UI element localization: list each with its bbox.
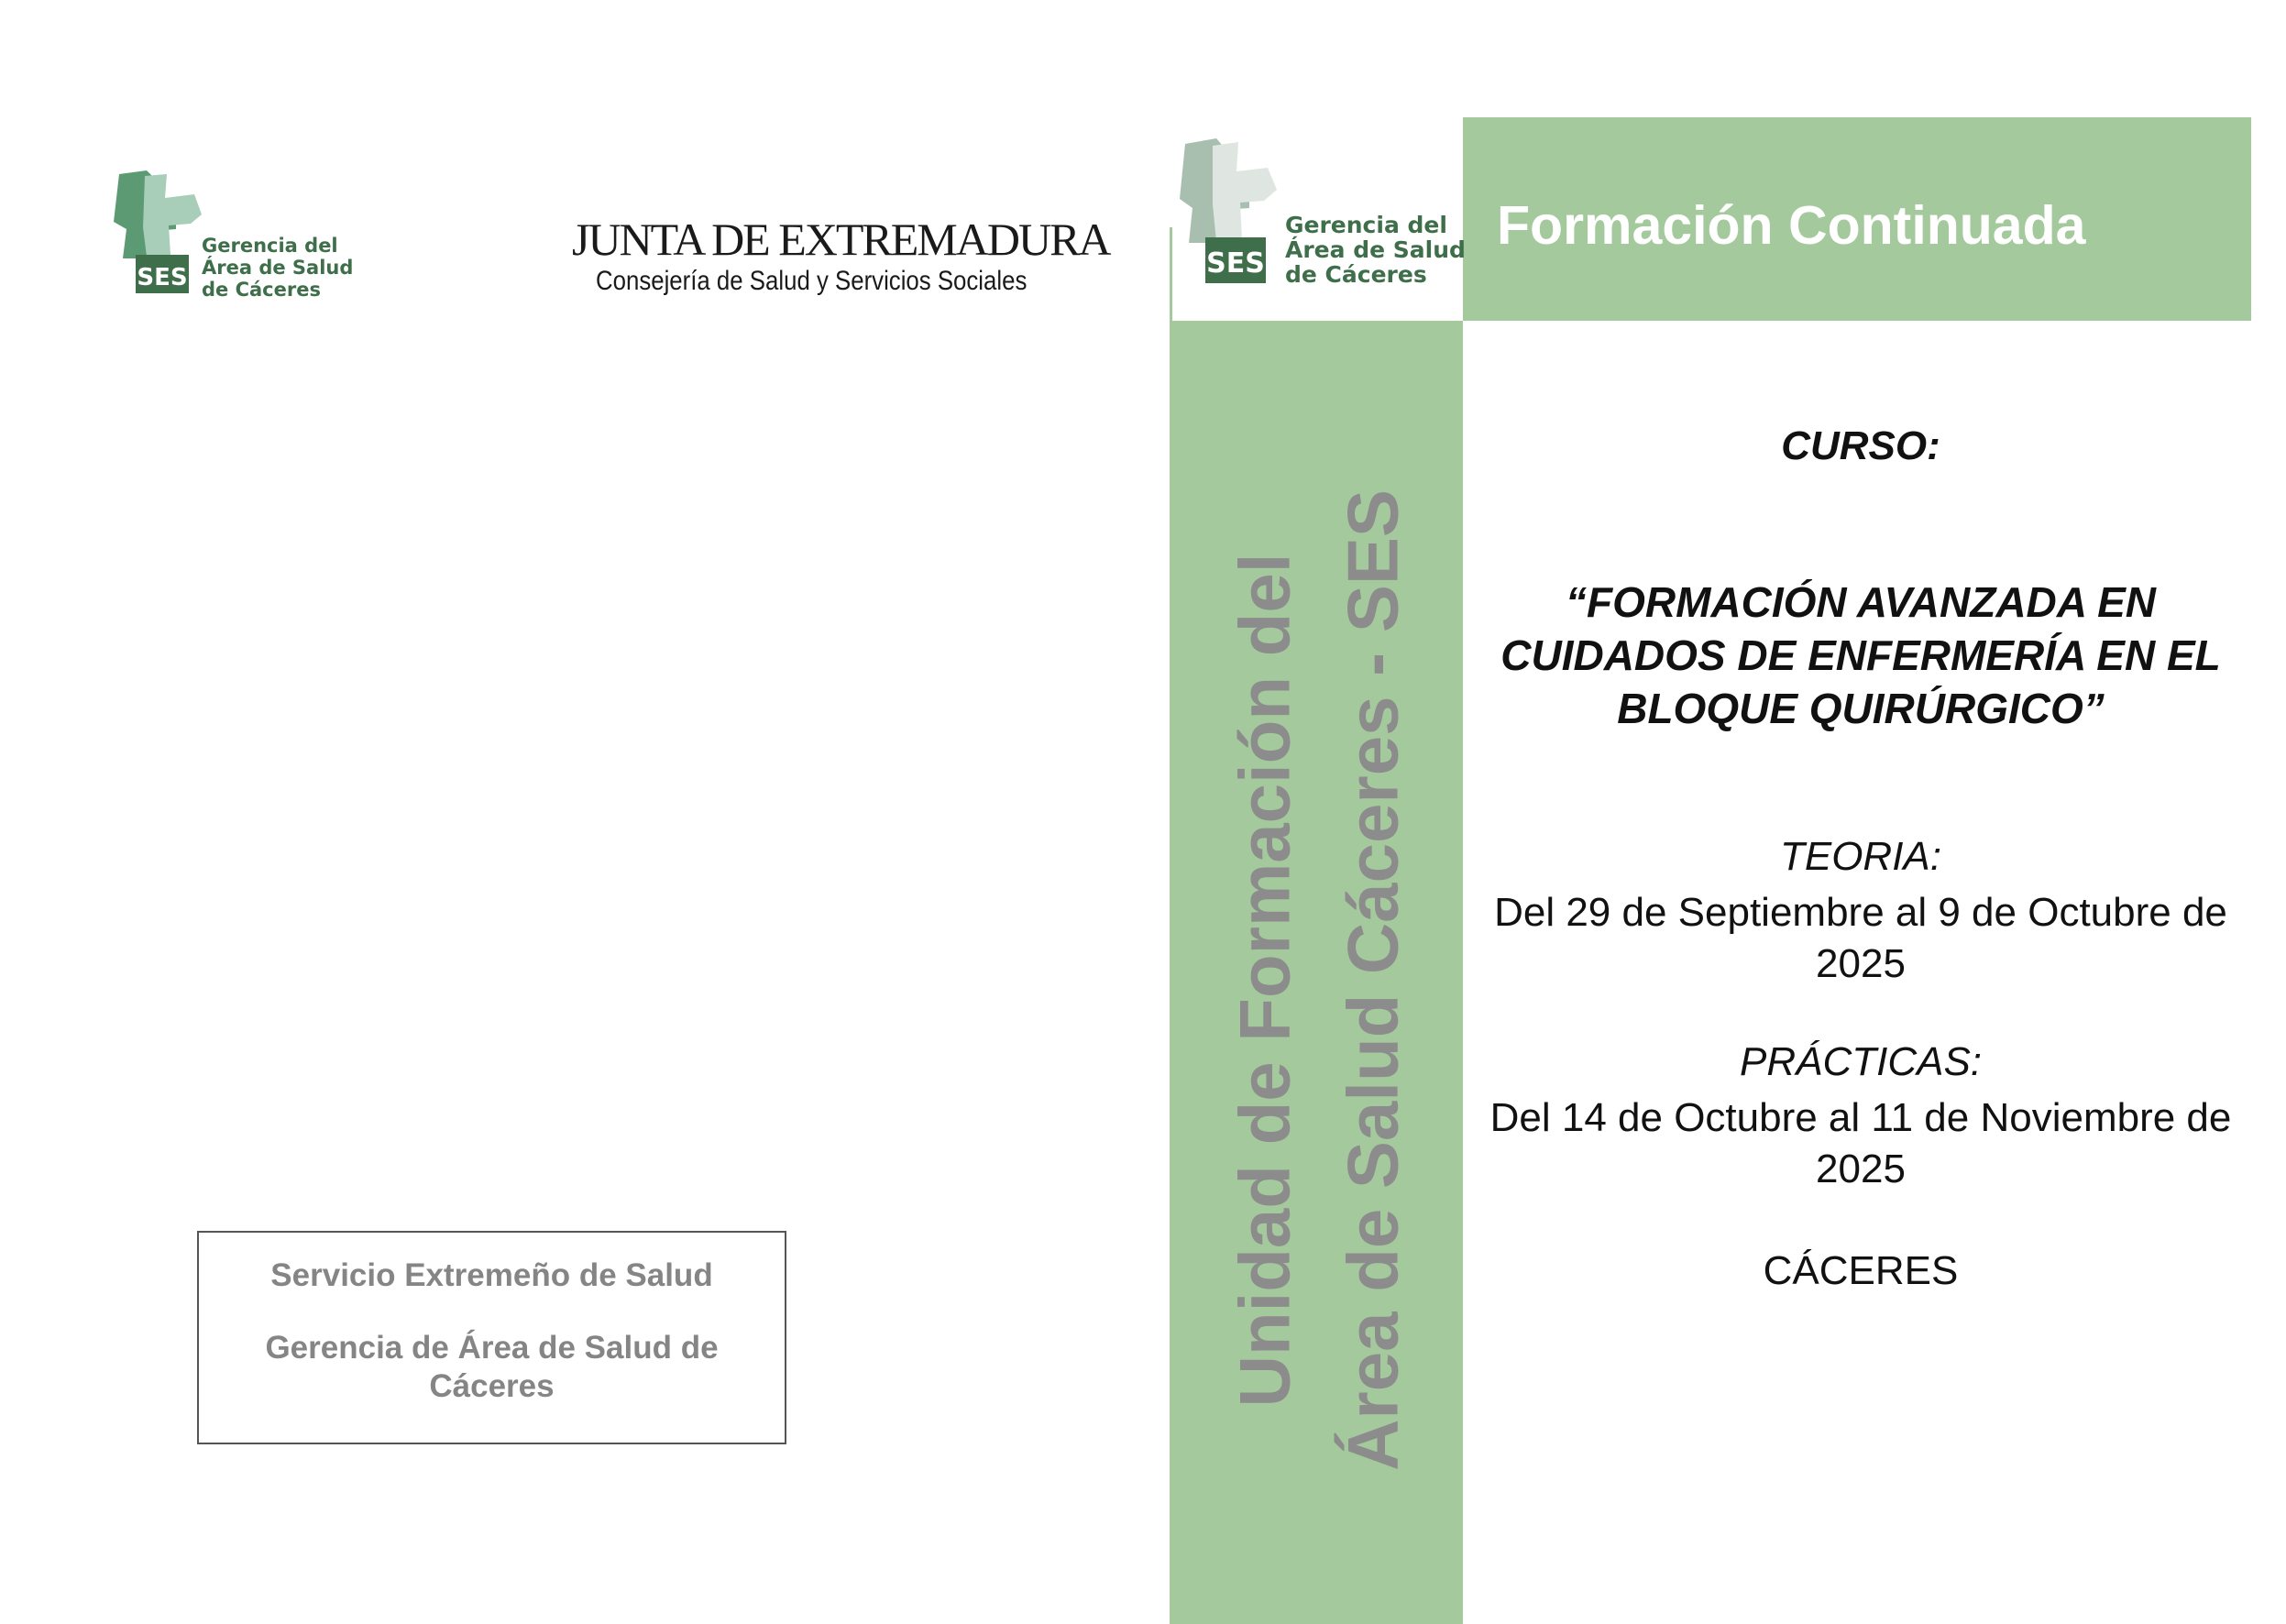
- ses-badge: SES: [1206, 247, 1265, 280]
- ses-badge: SES: [137, 264, 188, 291]
- junta-extremadura-title: JUNTA DE EXTREMADURA: [572, 214, 1110, 265]
- ses-logo-icon: [1176, 133, 1284, 287]
- logo-line-3: de Cáceres: [202, 279, 321, 302]
- address-line-2: Gerencia de Área de Salud de Cáceres: [265, 1330, 719, 1404]
- practice-dates: Del 14 de Octubre al 11 de Noviembre de 2025: [1489, 1095, 2232, 1191]
- vertical-text-line-2: Área de Salud Cáceres - SES: [1332, 489, 1413, 1471]
- address-line-1: Servicio Extremeño de Salud: [270, 1257, 713, 1293]
- address-box: [197, 1231, 786, 1444]
- junta-consejeria-subtitle: Consejería de Salud y Servicios Sociales: [596, 266, 1028, 296]
- logo-line-2: Área de Salud: [202, 257, 354, 280]
- course-title: “FORMACIÓN AVANZADA EN CUIDADOS DE ENFERMERÍA EN EL BLOQUE QUIRÚRGICO”: [1500, 578, 2221, 732]
- logo-line-1: Gerencia del: [1285, 212, 1447, 238]
- green-divider-line: [1170, 227, 1172, 321]
- ses-logo-text: [1285, 213, 1466, 287]
- city: CÁCERES: [1763, 1248, 1959, 1293]
- theory-dates: Del 29 de Septiembre al 9 de Octubre de 2025: [1494, 890, 2227, 986]
- ses-logo-icon: [110, 167, 209, 295]
- logo-line-2: Área de Salud: [1285, 236, 1466, 263]
- theory-label: TEORIA:: [1779, 834, 1942, 879]
- vertical-text-line-1: Unidad de Formación del: [1224, 553, 1305, 1408]
- logo-line-3: de Cáceres: [1285, 261, 1427, 288]
- course-label: CURSO:: [1781, 423, 1940, 468]
- logo-line-1: Gerencia del: [202, 235, 338, 257]
- green-vertical-band: [1170, 321, 1463, 1624]
- practice-label: PRÁCTICAS:: [1739, 1039, 1983, 1084]
- header-title: Formación Continuada: [1497, 195, 2086, 256]
- ses-logo-text: [202, 235, 353, 301]
